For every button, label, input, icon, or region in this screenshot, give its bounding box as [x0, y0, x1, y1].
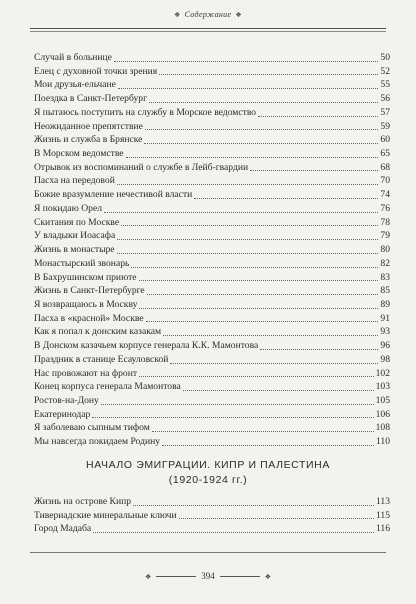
toc-entry-title: В Донском казачьем корпусе генерала К.К. Мамонтова: [34, 340, 259, 352]
ornament-icon: ❖: [174, 11, 181, 19]
page-footer: [0, 571, 416, 581]
header-rule-thin: [30, 31, 386, 32]
toc-entry-page: 52: [380, 65, 390, 77]
toc-entry: [34, 257, 390, 271]
dot-leader: [159, 74, 378, 75]
toc-entry-title: Мы навсегда покидаем Родину: [34, 436, 161, 448]
dot-leader: [144, 143, 378, 144]
dot-leader: [170, 363, 378, 364]
toc-entry-title: Отрывок из воспоминаний о службе в Лейб-гвардии: [34, 161, 249, 173]
toc-entry-page: 105: [375, 394, 390, 406]
toc-entry-title: Пасха на передовой: [34, 175, 115, 187]
section-heading: [0, 458, 416, 488]
toc-entry-page: 116: [375, 523, 390, 535]
toc-entry-page: 91: [380, 312, 390, 324]
toc-entry-page: 96: [380, 340, 390, 352]
toc-entry-title: Ростов-на-Дону: [34, 394, 99, 406]
dot-leader: [117, 253, 379, 254]
dot-leader: [93, 532, 374, 533]
toc-entry-page: 55: [380, 79, 390, 91]
dot-leader: [121, 225, 378, 226]
dot-leader: [92, 417, 373, 418]
footer-rule: [30, 552, 386, 553]
dot-leader: [139, 376, 374, 377]
toc-entry-title: В Бахрушинском приюте: [34, 271, 137, 283]
toc-entry-page: 82: [380, 257, 390, 269]
ornament-icon: ❖: [264, 572, 272, 581]
page-number: 394: [201, 571, 215, 581]
section-table-of-contents: [34, 495, 390, 536]
toc-entry-title: Пасха в «красной» Москве: [34, 312, 144, 324]
toc-entry-page: 106: [375, 408, 390, 420]
toc-entry: [34, 339, 390, 353]
toc-entry-title: Я покидаю Орел: [34, 202, 102, 214]
dot-leader: [133, 505, 374, 506]
toc-entry-page: 108: [375, 422, 390, 434]
dot-leader: [194, 198, 378, 199]
toc-entry-page: 98: [380, 353, 390, 365]
toc-entry-title: Жизнь в монастыре: [34, 244, 115, 256]
dot-leader: [139, 308, 378, 309]
toc-entry-title: Скитания по Москве: [34, 216, 120, 228]
toc-entry-page: 59: [380, 120, 390, 132]
toc-entry-title: Я заболеваю сыпным тифом: [34, 422, 150, 434]
toc-entry-page: 110: [375, 436, 390, 448]
toc-entry-page: 113: [375, 496, 390, 507]
toc-entry: [34, 312, 390, 326]
toc-entry: [34, 509, 390, 523]
toc-entry-title: Елец с духовной точки зрения: [34, 65, 158, 77]
footer-line: [156, 576, 196, 577]
toc-entry: [34, 78, 390, 92]
toc-entry-title: Город Мадаба: [34, 523, 92, 535]
toc-entry-page: 80: [380, 244, 390, 256]
toc-entry-title: Монастырский звонарь: [34, 257, 130, 269]
toc-entry: [34, 229, 390, 243]
dot-leader: [260, 349, 378, 350]
toc-entry-page: 76: [380, 202, 390, 214]
toc-entry-title: Екатеринодар: [34, 408, 91, 420]
toc-entry-page: 60: [380, 134, 390, 146]
dot-leader: [163, 335, 378, 336]
toc-entry-title: Праздник в станице Есауловской: [34, 353, 169, 365]
toc-entry-title: Жизнь и служба в Брянске: [34, 134, 143, 146]
footer-line: [220, 576, 260, 577]
toc-entry: [34, 133, 390, 147]
dot-leader: [126, 157, 379, 158]
toc-entry: [34, 161, 390, 175]
toc-entry-page: 93: [380, 326, 390, 338]
toc-entry-page: 78: [380, 216, 390, 228]
toc-entry: [34, 325, 390, 339]
dot-leader: [147, 294, 379, 295]
toc-entry-page: 83: [380, 271, 390, 283]
toc-entry-title: Мои друзья-ельчане: [34, 79, 116, 91]
toc-entry-title: Неожиданное препятствие: [34, 120, 143, 132]
dot-leader: [152, 431, 374, 432]
dot-leader: [258, 116, 378, 117]
toc-entry: [34, 120, 390, 134]
toc-entry: [34, 408, 390, 422]
toc-entry-title: У владыки Иоасафа: [34, 230, 116, 242]
dot-leader: [104, 212, 378, 213]
dot-leader: [146, 321, 379, 322]
toc-entry: [34, 92, 390, 106]
toc-entry-page: 89: [380, 298, 390, 310]
dot-leader: [162, 445, 374, 446]
toc-entry-page: 102: [375, 367, 390, 379]
dot-leader: [118, 88, 378, 89]
toc-entry-page: 74: [380, 189, 390, 201]
dot-leader: [250, 170, 378, 171]
toc-entry: [34, 298, 390, 312]
toc-entry-title: Тивериадские минеральные ключи: [34, 509, 177, 521]
toc-entry-page: 70: [380, 175, 390, 187]
toc-entry-title: Жизнь в Санкт-Петербурге: [34, 285, 145, 297]
toc-entry: [34, 435, 390, 449]
dot-leader: [114, 61, 379, 62]
running-header: [0, 10, 416, 19]
toc-entry: [34, 216, 390, 230]
toc-entry-title: Я возвращаюсь в Москву: [34, 298, 138, 310]
toc-entry-title: Случай в больнице: [34, 52, 112, 63]
toc-entry: [34, 271, 390, 285]
toc-entry: [34, 380, 390, 394]
toc-entry: [34, 394, 390, 408]
section-years: (1920-1924 гг.): [168, 474, 248, 486]
toc-entry: [34, 188, 390, 202]
toc-entry: [34, 65, 390, 79]
toc-entry-page: 56: [380, 93, 390, 105]
toc-entry-title: В Морском ведомстве: [34, 148, 124, 160]
toc-entry-title: Конец корпуса генерала Мамонтова: [34, 381, 181, 393]
toc-entry-title: Нас провожают на фронт: [34, 367, 138, 379]
toc-entry: [34, 243, 390, 257]
dot-leader: [117, 184, 379, 185]
header-title: Содержание: [184, 10, 232, 19]
toc-entry-title: Божие вразумление нечестивой власти: [34, 189, 193, 201]
dot-leader: [101, 404, 374, 405]
toc-entry: [34, 421, 390, 435]
dot-leader: [145, 129, 379, 130]
toc-entry: [34, 147, 390, 161]
dot-leader: [179, 518, 374, 519]
dot-leader: [149, 102, 378, 103]
toc-entry-page: 68: [380, 161, 390, 173]
dot-leader: [117, 239, 378, 240]
toc-entry: [34, 367, 390, 381]
toc-entry-title: Поездка в Санкт-Петербург: [34, 93, 148, 105]
toc-entry-page: 85: [380, 285, 390, 297]
toc-entry-page: 57: [380, 106, 390, 118]
toc-entry: [34, 495, 390, 509]
toc-entry-title: Как я попал к донским казакам: [34, 326, 162, 338]
toc-entry: [34, 353, 390, 367]
ornament-icon: ❖: [235, 11, 242, 19]
toc-entry-page: 115: [375, 509, 390, 521]
toc-entry-page: 50: [380, 52, 390, 63]
toc-entry-page: 79: [380, 230, 390, 242]
toc-entry-title: Жизнь на острове Кипр: [34, 496, 132, 507]
section-title: НАЧАЛО ЭМИГРАЦИИ. КИПР И ПАЛЕСТИНА: [86, 459, 330, 471]
header-rule: [30, 28, 386, 29]
toc-entry: [34, 202, 390, 216]
table-of-contents: [34, 51, 390, 449]
dot-leader: [131, 267, 378, 268]
toc-entry: [34, 522, 390, 536]
toc-entry: [34, 51, 390, 65]
toc-entry-page: 65: [380, 148, 390, 160]
toc-entry: [34, 106, 390, 120]
ornament-icon: ❖: [144, 572, 152, 581]
toc-entry: [34, 174, 390, 188]
toc-entry-page: 103: [375, 381, 390, 393]
dot-leader: [139, 280, 379, 281]
toc-entry-title: Я пытаюсь поступить на службу в Морское ведомство: [34, 106, 257, 118]
toc-entry: [34, 284, 390, 298]
dot-leader: [183, 390, 374, 391]
